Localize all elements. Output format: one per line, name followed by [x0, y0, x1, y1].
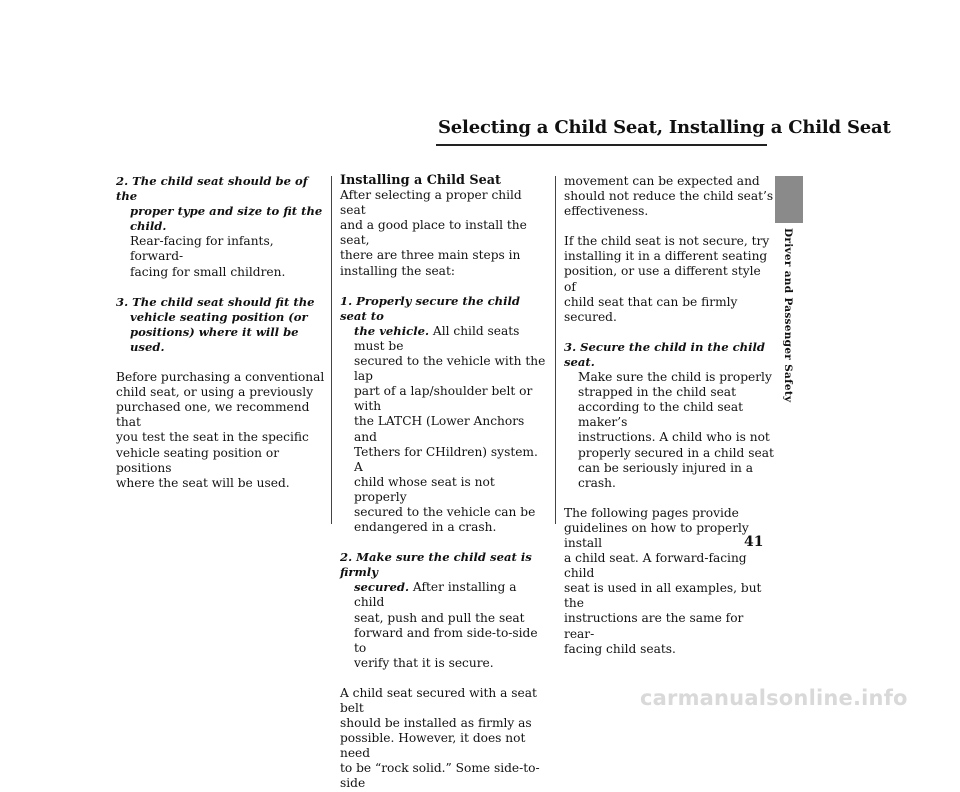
title-underline [436, 144, 767, 146]
section-side-label-text: Driver and Passenger Safety [782, 228, 794, 403]
text-line: installing the seat: [340, 263, 455, 278]
text-line: After selecting a proper child seat [340, 188, 522, 218]
item-heading: The child seat should be of the [116, 174, 308, 204]
following-paragraph [564, 506, 774, 657]
text-line: endangered in a crash. [354, 520, 497, 535]
step-heading: Make sure the child seat is firmly [340, 550, 532, 580]
step-3 [564, 340, 774, 491]
section-tab-marker [775, 176, 803, 223]
text-line: vehicle seating position or positions [116, 445, 280, 475]
step-1 [340, 294, 550, 536]
page-title: Selecting a Child Seat, Installing a Child Seat [438, 117, 891, 138]
step-heading: secured. [354, 580, 410, 595]
text-line: movement can be expected and [564, 174, 760, 188]
text-line: Make sure the child is properly [578, 370, 772, 385]
list-item-3 [116, 295, 326, 355]
step-2 [340, 550, 550, 671]
list-item-2 [116, 174, 326, 280]
text-line: Before purchasing a conventional [116, 370, 325, 385]
text-line: there are three main steps in [340, 248, 521, 263]
text-line: part of a lap/shoulder belt or with [354, 384, 533, 414]
continuation-paragraph [564, 174, 774, 219]
text-line: where the seat will be used. [116, 475, 290, 490]
intro-paragraph [340, 188, 550, 279]
text-line: properly secured in a child seat [578, 445, 774, 460]
text-line: the LATCH (Lower Anchors and [354, 414, 525, 444]
middle-column [340, 173, 550, 792]
text-line: effectiveness. [564, 204, 649, 219]
text-line: you test the seat in the specific [116, 430, 309, 445]
step-heading: Secure the child in the child seat. [564, 339, 766, 369]
body-paragraph [116, 370, 326, 491]
text-line: purchased one, we recommend that [116, 400, 310, 430]
step-number: 3. [564, 339, 577, 354]
text-line: Tethers for CHildren) system. A [354, 444, 538, 474]
item-body: facing for small children. [130, 264, 286, 279]
text-line: position, or use a different style of [564, 264, 761, 294]
text-line: according to the child seat maker’s [578, 400, 744, 430]
item-number: 2. [116, 174, 129, 188]
right-column [564, 174, 774, 657]
text-line: The following pages provide [564, 505, 739, 520]
text-line: facing child seats. [564, 641, 676, 656]
text-line: and a good place to install the seat, [340, 218, 527, 248]
watermark: carmanualsonline.info [640, 686, 908, 710]
step-number: 2. [340, 550, 353, 565]
text-line: installing it in a different seating [564, 249, 768, 264]
text-line: child whose seat is not properly [354, 474, 495, 504]
text-line: instructions are the same for rear- [564, 611, 744, 641]
item-body: Rear-facing for infants, forward- [130, 234, 274, 264]
step-heading: the vehicle. [354, 323, 430, 338]
column-divider [331, 176, 332, 524]
text-line: a child seat. A forward-facing child [564, 551, 747, 581]
text-line: should be installed as firmly as [340, 716, 532, 731]
text-line: to be “rock solid.” Some side-to-side [340, 761, 540, 791]
text-line: should not reduce the child seat’s [564, 189, 774, 204]
text-line: possible. However, it does not need [340, 731, 526, 761]
not-secure-paragraph [564, 234, 774, 325]
page-number: 41 [744, 534, 764, 550]
section-heading: Installing a Child Seat [340, 173, 501, 188]
column-divider [555, 176, 556, 524]
item-heading: proper type and size to fit the child. [130, 204, 323, 234]
item-heading: positions) where it will be used. [130, 324, 299, 354]
step-body: After installing a child [354, 580, 517, 610]
text-line: seat is used in all examples, but the [564, 581, 762, 611]
item-number: 3. [116, 294, 129, 309]
step-heading: Properly secure the child seat to [340, 293, 520, 323]
text-line: forward and from side-to-side to [354, 625, 538, 655]
item-heading: vehicle seating position (or [130, 309, 308, 324]
left-column [116, 174, 326, 491]
text-line: strapped in the child seat [578, 385, 736, 400]
text-line: guidelines on how to properly install [564, 520, 749, 550]
step-body: All child seats must be [354, 323, 520, 353]
closing-paragraph [340, 686, 550, 792]
text-line: can be seriously injured in a crash. [578, 460, 753, 490]
section-side-label [778, 228, 798, 403]
item-heading: The child seat should fit the [132, 294, 315, 309]
text-line: If the child seat is not secure, try [564, 234, 770, 249]
step-number: 1. [340, 293, 353, 308]
text-line: seat, push and pull the seat [354, 610, 525, 625]
text-line: secured to the vehicle can be [354, 504, 536, 519]
text-line: child seat that can be firmly secured. [564, 294, 738, 324]
text-line: child seat, or using a previously [116, 385, 314, 400]
text-line: verify that it is secure. [354, 655, 494, 670]
text-line: A child seat secured with a seat belt [340, 685, 537, 715]
text-line: secured to the vehicle with the lap [354, 354, 546, 384]
text-line: instructions. A child who is not [578, 430, 770, 445]
